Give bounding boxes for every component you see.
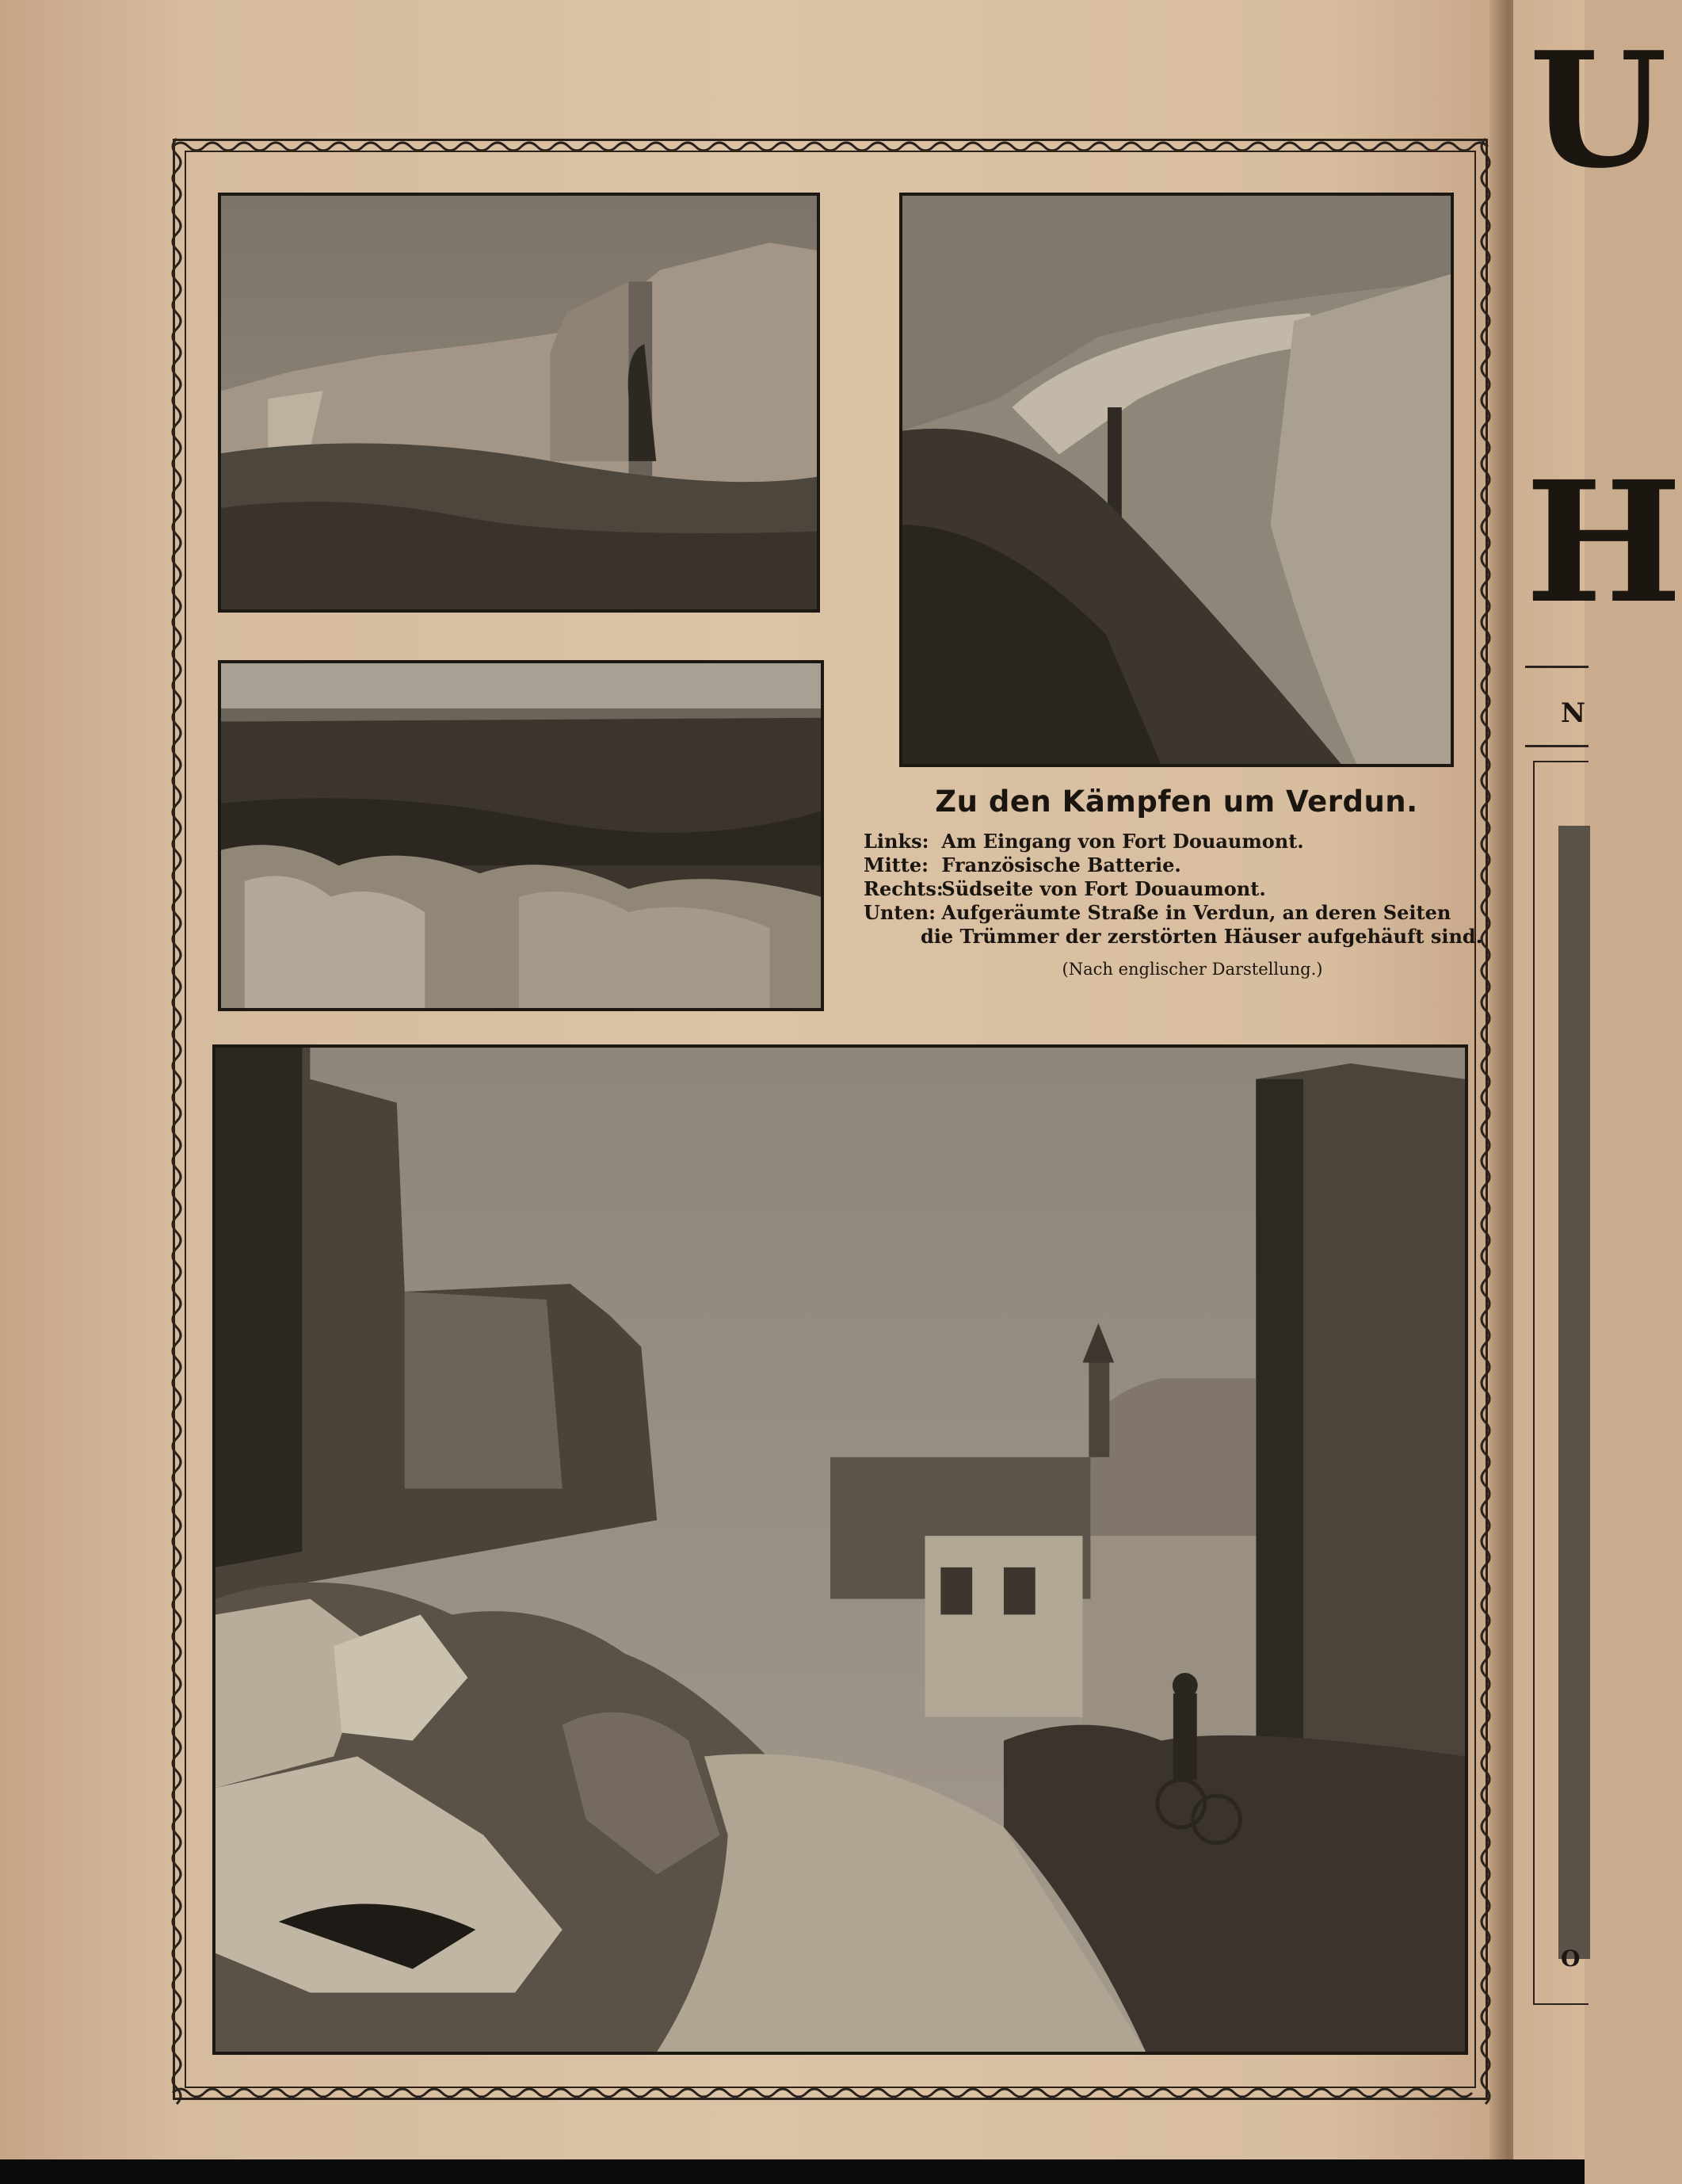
- frame-wave-left: [165, 139, 189, 2100]
- rule-line: [1525, 745, 1589, 747]
- caption-block: [864, 785, 1489, 979]
- masthead-fragment-small: N: [1561, 697, 1586, 729]
- photo-verdun-street: [212, 1044, 1468, 2055]
- next-page-edge: [1513, 0, 1682, 2159]
- caption-label: Mitte:: [864, 853, 929, 876]
- photo-french-battery: [218, 660, 824, 1011]
- masthead-fragment-bottom: O: [1561, 1945, 1581, 1972]
- caption-note: (Nach englischer Darstellung.): [1062, 960, 1323, 979]
- caption-line-rechts: [864, 877, 1489, 901]
- photo-fort-south-side: [899, 193, 1454, 767]
- photo-fort-entrance: [218, 193, 820, 613]
- caption-continuation: die Trümmer der zerstörten Häuser aufgehäuft sind.: [921, 925, 1483, 948]
- rule-line: [1525, 666, 1589, 668]
- caption-label: Links:: [864, 830, 929, 853]
- masthead-fragment-top: U: [1529, 17, 1668, 204]
- adjacent-photo: [1558, 826, 1590, 1959]
- caption-text: Aufgeräumte Straße in Verdun, an deren Seiten: [941, 901, 1451, 924]
- caption-text: Südseite von Fort Douaumont.: [941, 877, 1266, 900]
- caption-line-mitte: [864, 853, 1489, 877]
- adjacent-frame: [1533, 761, 1589, 2005]
- frame-wave-right: [1474, 139, 1497, 2100]
- caption-label: Rechts:: [864, 877, 944, 900]
- frame-wave-top: [173, 135, 1488, 158]
- caption-line-links: [864, 830, 1489, 853]
- caption-text: Französische Batterie.: [941, 853, 1181, 876]
- caption-line-unten: [864, 901, 1489, 925]
- caption-label: Unten:: [864, 901, 936, 924]
- caption-title: Zu den Kämpfen um Verdun.: [935, 785, 1418, 819]
- scan-bottom-edge: [0, 2159, 1585, 2184]
- frame-wave-bottom: [173, 2081, 1488, 2105]
- caption-text: Am Eingang von Fort Douaumont.: [941, 830, 1304, 853]
- masthead-fragment-middle: H: [1525, 445, 1682, 640]
